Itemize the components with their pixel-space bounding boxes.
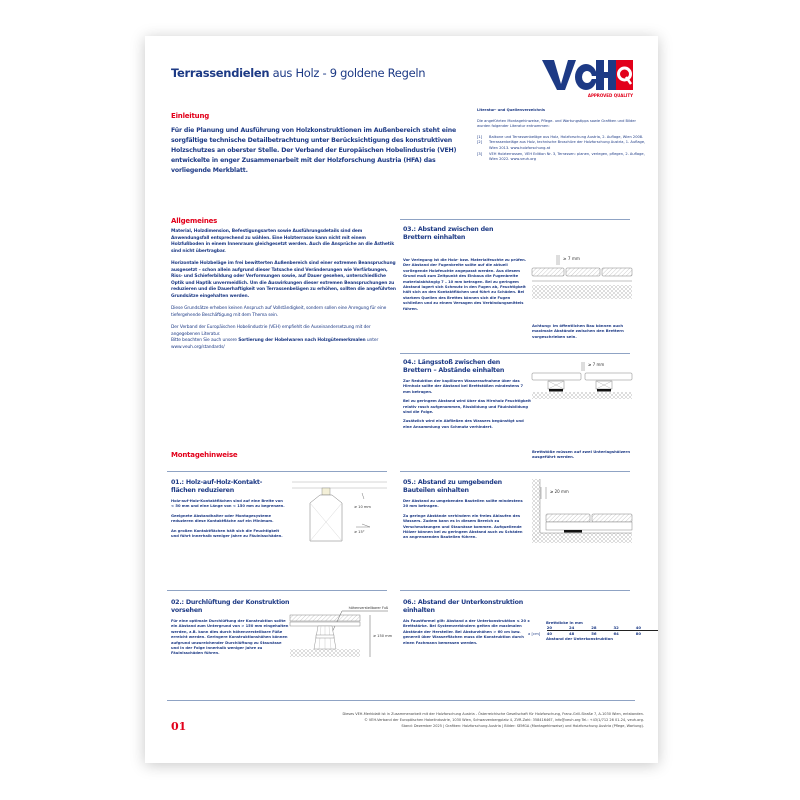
table-cell: 20	[546, 625, 552, 630]
footer-line: © VEH-Verband der Europäischen Hobelindustrie, 1030 Wien, Schwarzenbergplatz 4, ZVR-Zahl: 358416467, info@veuh.org Tel.: +43/1/712 26 01-24, veuh.org.	[364, 717, 644, 722]
table-footer-label: Abstand der Unterkonstruktion	[546, 636, 613, 641]
table-cell: 28	[591, 625, 597, 630]
page-number: 01	[171, 720, 187, 733]
rule-05-diagram	[532, 479, 632, 549]
rule-01-paragraph: Geeignete Abstandhalter oder Montagesysteme reduzieren diese Kontaktfläche auf ein Minimum.	[171, 513, 274, 524]
rule-06-paragraph: Als Faustformel gilt: Abstand a der Unterkonstruktion ≤ 20 x Brettstärke. Bei Systemverbindern gelten die maximalen Abstände der Hersteller. Bei Absturzhöhen > 60 cm bzw. generell über Wasserflächen muss die Konstruktion durch einen Fachmann bemessen werden.	[403, 619, 530, 645]
rule-04-title: 04.: Längsstoß zwischen den Brettern – Abstände einhalten	[403, 359, 505, 374]
divider	[400, 353, 630, 354]
rule-04-text	[403, 379, 531, 434]
divider	[400, 471, 630, 472]
literature-intro: Die angeführten Montagehinweise, Pflege- und Wartungstipps sowie Grafiken und Bilder wurden folgender Literatur entnommen:	[477, 118, 636, 129]
rule-04-dim: ≥ 7 mm	[588, 362, 605, 367]
general-paragraph-text: Der Verband der Europäischen Hobelindustrie (VEH) empfiehlt die Auseinandersetzung mit der angegebenen Literatur.	[171, 325, 371, 337]
rule-02-paragraph: Für eine optimale Durchlüftung der Konstruktion sollte ein Abstand zum Untergrund von > 150 mm eingehalten werden, z.B. kann dies durch höhenverstellbare Füße erreicht werden. Geringere Konstruktionshöhen können aufgrund unzureichender Durchlüftung zu Staunässe und in der Folge innerhalb weniger Jahre zu Fäulnisschäden führen.	[171, 619, 289, 656]
ref-number: [3]	[477, 151, 483, 156]
rule-05-paragraph: Der Abstand zu umgebenden Bauteilen sollte mindestens 20 mm betragen.	[403, 499, 523, 509]
rule-06-table	[528, 620, 658, 641]
table-row-label: a [cm]	[528, 630, 541, 636]
table-cell: 32	[613, 625, 619, 630]
standards-link[interactable]: unter www.veuh.org/standards/	[171, 338, 379, 350]
divider	[167, 471, 387, 472]
literature-block	[477, 108, 647, 163]
rule-01-text	[171, 499, 286, 543]
logo-mark	[542, 60, 633, 90]
divider	[167, 590, 387, 591]
ref-text: VEH Holzterrassen, VEH Edition Nr. 3, Terrassen: planen, verlegen, pflegen, 2. Auflage, Wien 2022. www.veuh.org	[489, 151, 645, 162]
rule-06-title: 06.: Abstand der Unterkonstruktion einhalten	[403, 599, 524, 614]
literature-ref	[477, 140, 647, 151]
spacing-table	[528, 625, 658, 636]
rule-03-title: 03.: Abstand zwischen den Brettern einhalten	[403, 226, 494, 241]
ref-text: Balkone und Terrassenbeläge aus Holz, Holzforschung Austria, 2. Auflage, Wien 2008.	[489, 134, 644, 139]
footer-line: Stand: Dezember 2025 | Grafiken: Holzforschung Austria | Bilder: SEMGA (Montagehinweise) und Holzforschung Austria (Pflege, Wartung).	[401, 723, 644, 728]
title-bold: Terrassendielen	[171, 66, 270, 80]
logo-tagline: APPROVED QUALITY	[587, 93, 633, 98]
document-page	[145, 36, 658, 763]
table-cell: 40	[547, 631, 569, 637]
rule-05-text	[403, 499, 528, 545]
page-title	[171, 66, 425, 80]
rule-01-paragraph: Holz-auf-Holz-Kontaktflächen sind auf eine Breite von < 50 mm und eine Länge von < 150 mm zu begrenzen.	[171, 499, 285, 509]
rule-04-note: Brettstöße müssen auf zwei Unterlagshölzern ausgeführt werden.	[532, 449, 631, 460]
rule-01-dim-angle: ≥ 15°	[354, 530, 365, 534]
rule-02-dim: ≥ 150 mm	[373, 634, 393, 638]
rule-03-dim: ≥ 7 mm	[563, 256, 580, 261]
footer-line: Dieses VEH-Merkblatt ist in Zusammenarbeit mit der Holzforschung Austria - Österreichische Gesellschaft für Holzforschung, Franz-Grill-Straße 7, A-1030 Wien, entstanden.	[342, 712, 644, 716]
table-cell: 56	[591, 631, 613, 637]
rule-01-dim-height: ≥ 10 mm	[354, 505, 371, 509]
rule-03-note: Achtung: Im öffentlichen Bau können auch maximale Abstände zwischen den Brettern vorgeschrieben sein.	[532, 323, 624, 339]
table-header-label: Brettdicke in mm	[546, 620, 583, 625]
intro-text: Für die Planung und Ausführung von Holzkonstruktionen im Außenbereich steht eine sorgfältige technische Detailbetrachtung unter Berücksichtigung des konstruktiven Holzschutzes an oberster Stelle. Der Verband der Europäischen Hobelindustrie (VEH) entwickelte in enger Zusammenarbeit mit der Holzforschung Austria (HFA) das vorliegende Merkblatt.	[171, 127, 457, 174]
rule-01-title: 01.: Holz-auf-Holz-Kontakt-flächen reduzieren	[171, 479, 263, 494]
rule-02-label: höhenverstellbarer Fuß	[348, 606, 388, 610]
table-cell: 64	[613, 631, 635, 637]
table-cell: 40	[635, 625, 641, 630]
sorting-reference: Sortierung der Hobelwaren nach Holzgütemerkmalen	[238, 338, 366, 343]
table-cell: 24	[568, 625, 575, 630]
rule-04-diagram	[532, 359, 632, 404]
title-rest: aus Holz - 9 goldene Regeln	[269, 66, 426, 80]
rule-03-text	[403, 258, 528, 316]
divider	[400, 219, 630, 220]
rule-03-paragraph: Vor Verlegung ist die Holz- bzw. Materialfeuchte zu prüfen. Der Abstand der Fugenbreite sollte auf die aktuell vorliegende Holzfeuchte angepasst werden. Aus diesem Grund muß zum Zeitpunkt des Einbaus die Fugenbreite materialabhängig 7 – 10 mm betragen. Bei zu geringem Abstand lagert sich Schmutz in den Fugen ab, Feuchtigkeit hält sich an den Kontaktflächen und führt zu Schäden. Bei starkem Quellen des Brettes können sich die Fugen schließen und zu einem Versagen des Verbindungsmittels führen.	[403, 258, 527, 311]
rule-05-dim: ≥ 20 mm	[550, 489, 569, 494]
divider	[400, 590, 630, 591]
rule-05-title: 05.: Abstand zu umgebenden Bauteilen einhalten	[403, 479, 502, 494]
general-paragraph: Material, Holzdimension, Befestigungsarten sowie Ausführungsdetails sind dem Anwendungsfall entsprechend zu wählen. Eine Holzterrasse kann nicht mit einem Holzfußboden in einem Innenraum gleichgesetzt werden. Auch die Ansprüche an die Ästhetik sind nicht übertragbar.	[171, 229, 395, 254]
general-paragraph	[171, 325, 396, 351]
table-cell: 48	[569, 631, 591, 637]
ref-text: Terrassenbeläge aus Holz, technische Broschüre der Holzforschung Austria, 1. Auflage, Wien 2013. www.holzforschung.at	[489, 140, 646, 150]
table-row-thickness	[528, 625, 658, 631]
rule-02-title: 02.: Durchlüftung der Konstruktion vorsehen	[171, 599, 290, 614]
general-paragraph: Horizontale Holzbeläge im frei bewitterten Außenbereich sind einer extremen Beanspruchung ausgesetzt – schon allein aufgrund dieser Tatsache sind Veränderungen wie Verfärbungen, Riss- und Schieferbildung oder Verformungen sowie, auf Dauer gesehen, unterschiedliche Optik und Haptik unvermeidlich. Um die Auswirkungen dieser extremen Beanspruchungen zu reduzieren und die Dauerhaftigkeit von Terrassenbelägen zu erhöhen, sollten die angeführten Grundsätze eingehalten werden.	[171, 261, 396, 299]
rule-02-diagram	[290, 601, 393, 661]
general-text	[171, 229, 396, 357]
vehq-logo	[540, 50, 635, 102]
ref-number: [1]	[477, 134, 483, 139]
rule-05-paragraph: Zu geringe Abstände verhindern ein freies Ablaufen des Wassers. Zudem kann es in diesem Bereich zu Verschmutzungen und Staunässe kommen. Aufquellende Hölzer können bei zu geringem Abstand auch zu Schäden an angrenzenden Bauteilen führen.	[403, 513, 523, 540]
literature-heading: Literatur- und Quellenverzeichnis	[477, 108, 546, 112]
divider	[167, 700, 635, 701]
intro-heading: Einleitung	[171, 112, 210, 120]
general-heading: Allgemeines	[171, 217, 218, 225]
table-cell: 80	[636, 631, 658, 637]
rule-04-paragraph: Zur Reduktion der kapillaren Wasseraufnahme über das Hirnholz sollte der Abstand bei Brettstößen mindestens 7 mm betragen.	[403, 379, 524, 394]
literature-ref	[477, 152, 647, 163]
rule-03-diagram	[532, 251, 632, 311]
footer-text	[224, 712, 644, 729]
rule-06-text	[403, 619, 531, 650]
general-paragraph: Diese Grundsätze erheben keinen Anspruch auf Vollständigkeit, sondern sollen eine Anregung für eine tiefergehende Beschäftigung mit dem Thema sein.	[171, 306, 387, 318]
rule-01-paragraph: An großen Kontaktflächen hält sich die Feuchtigkeit und führt innerhalb weniger Jahre zu Fäulnisschäden.	[171, 528, 283, 539]
ref-number: [2]	[477, 140, 483, 145]
rule-04-paragraph: Bei zu geringem Abstand wird über das Hirnholz Feuchtigkeit relativ rasch aufgenommen, Rissbildung und Fäulnisbildung sind die Folge.	[403, 399, 531, 415]
assembly-heading: Montagehinweise	[171, 451, 238, 459]
rule-02-text	[171, 619, 289, 661]
rule-04-paragraph: Zusätzlich wird ein Abfließen des Wassers begünstigt und eine Ansammlung von Schmutz verhindert.	[403, 419, 524, 429]
general-paragraph-extra: Bitte beachten Sie auch unsere	[171, 338, 239, 343]
rule-01-diagram	[292, 479, 387, 549]
